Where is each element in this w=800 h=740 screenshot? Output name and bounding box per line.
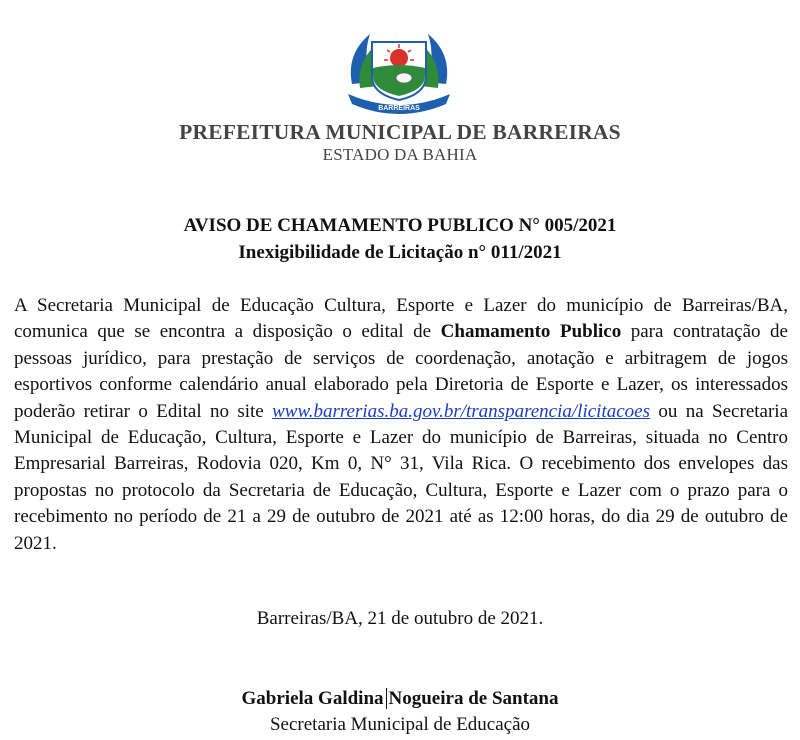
date-line: Barreiras/BA, 21 de outubro de 2021. <box>256 608 544 629</box>
signature-divider <box>386 688 387 709</box>
notice-title: AVISO DE CHAMAMENTO PUBLICO N° 005/2021 <box>183 215 617 236</box>
svg-text:BARREIRAS: BARREIRAS <box>378 105 420 112</box>
body-part-2: para contratação de pessoas jurídico, para prestação de serviços de coordenação, anotação e arbitragem de jogos esportivos conforme calendário anual elaborado pela Diretoria de Esporte e Lazer, os interessados poderão retirar o Edital no site <box>14 321 788 422</box>
svg-text:25/05: 25/05 <box>364 96 380 102</box>
body-part-3: ou na Secretaria Municipal de Educação, Cultura, Esporte e Lazer do município de Barreiras, situada no Centro Empresarial Barreiras, Rodovia 020, Km 0, N° 31, Vila Rica. O recebimento dos envelopes das propostas no protocolo da Secretaria de Educação, Cultura, Esporte e Lazer com o prazo para o recebimento no período de 21 a 29 de outubro de 2021 até as 12:00 horas, do dia 29 de outubro de 2021. <box>14 400 788 554</box>
municipal-crest-icon <box>342 24 456 114</box>
body-bold-term: Chamamento Publico <box>440 321 622 343</box>
signature-name-first: Gabriela Galdina <box>241 688 384 709</box>
signature-role: Secretaria Municipal de Educação <box>269 714 531 735</box>
licitacoes-link[interactable]: www.barrerias.ba.gov.br/transparencia/licitacoes <box>272 400 650 422</box>
notice-body <box>14 293 788 557</box>
signature-name-last: Nogueira de Santana <box>388 688 559 709</box>
notice-subtitle: Inexigibilidade de Licitação n° 011/2021 <box>238 242 562 263</box>
body-part-1: A Secretaria Municipal de Educação Cultura, Esporte e Lazer do município de Barreiras/BA, comunica que se encontra a disposição o edital de <box>14 295 788 343</box>
signature-name <box>0 688 800 710</box>
city-hall-title: PREFEITURA MUNICIPAL DE BARREIRAS <box>179 120 621 144</box>
state-subtitle: ESTADO DA BAHIA <box>322 145 478 164</box>
svg-text:1891: 1891 <box>422 96 436 102</box>
